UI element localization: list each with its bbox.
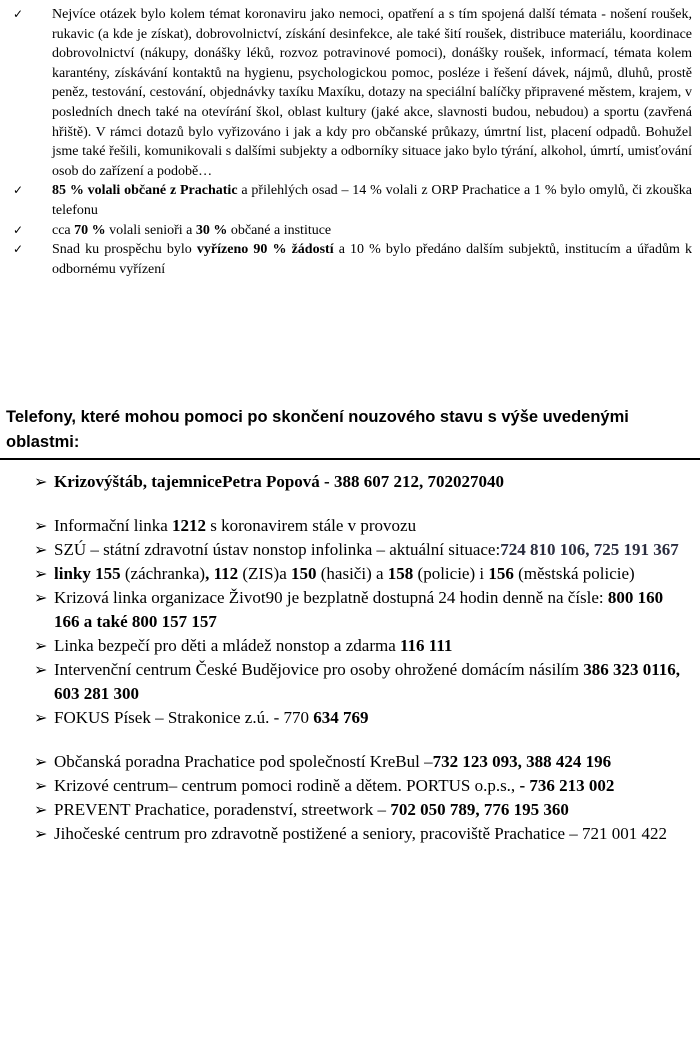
contact-text xyxy=(54,470,684,494)
contact-item xyxy=(34,514,684,538)
contact-item xyxy=(34,798,684,822)
text-run: Jihočeské centrum pro zdravotně postižené a seniory, pracoviště Prachatice – 721 001 422 xyxy=(54,824,668,843)
text-run: (záchranka) xyxy=(120,564,206,583)
bold-text: 724 810 106, 725 191 367 xyxy=(500,540,679,559)
arrowhead-bullet-icon: ➢ xyxy=(34,564,48,583)
contact-text xyxy=(54,586,684,634)
arrowhead-bullet-icon: ➢ xyxy=(34,800,48,819)
text-run: s koronavirem stále v provozu xyxy=(206,516,417,535)
arrowhead-bullet-icon: ➢ xyxy=(34,472,48,491)
text-run: Linka bezpečí pro děti a mládež nonstop a zdarma xyxy=(54,636,400,655)
checklist-text xyxy=(52,181,692,220)
checkmark-icon: ✓ xyxy=(12,222,24,237)
text-run: Informační linka xyxy=(54,516,173,535)
text-run: (hasiči) a xyxy=(316,564,388,583)
contact-item xyxy=(34,562,684,586)
contact-item xyxy=(34,658,684,706)
arrowhead-bullet-icon: ➢ xyxy=(34,660,48,679)
text-run: občané a instituce xyxy=(227,222,332,238)
contact-text xyxy=(54,634,684,658)
text-run: SZÚ – státní zdravotní ústav nonstop infolinka – aktuální situace: xyxy=(54,540,501,559)
contact-item xyxy=(34,634,684,658)
text-run: (policie) i xyxy=(413,564,489,583)
checklist-item xyxy=(8,181,692,220)
summary-checklist xyxy=(8,5,692,279)
checklist-item xyxy=(8,221,692,241)
text-run: volali senioři a xyxy=(105,222,196,238)
arrowhead-bullet-icon: ➢ xyxy=(34,540,48,559)
bold-text: 1212 xyxy=(172,516,207,535)
contact-text xyxy=(54,822,684,846)
text-run: Krizová linka organizace Život90 je bezplatně dostupná 24 hodin denně na čísle: xyxy=(54,588,608,607)
text-run: (ZIS)a xyxy=(238,564,292,583)
contact-item xyxy=(34,538,684,562)
bold-text: linky 155 xyxy=(54,564,121,583)
contact-item xyxy=(34,586,684,634)
bold-text: vyřízeno 90 % žádostí xyxy=(196,242,334,258)
bold-text: 702 050 789, 776 195 360 xyxy=(390,800,569,819)
checkmark-icon: ✓ xyxy=(12,7,24,21)
bold-text: 386 323 0116, 603 281 300 xyxy=(54,660,681,703)
arrowhead-bullet-icon: ➢ xyxy=(34,824,48,843)
bold-text: 634 769 xyxy=(313,708,369,727)
arrowhead-bullet-icon: ➢ xyxy=(34,588,48,607)
bold-text: , 112 xyxy=(205,564,239,583)
text-run: a 10 % bylo předáno dalším subjektů, institucím a úřadům k odbornému vyřízení xyxy=(52,242,692,277)
text-run: Krizové centrum– centrum pomoci rodině a dětem. PORTUS o.p.s., xyxy=(54,776,520,795)
contact-item xyxy=(34,822,684,846)
text-run: (městská policie) xyxy=(513,564,635,583)
bold-text: 800 160 166 a také 800 157 157 xyxy=(54,588,664,631)
arrowhead-bullet-icon: ➢ xyxy=(34,752,48,771)
contact-list xyxy=(34,470,684,846)
bold-text: - 736 213 002 xyxy=(519,776,615,795)
contact-text xyxy=(54,658,684,706)
contact-item xyxy=(34,750,684,774)
text-run: FOKUS Písek – Strakonice z.ú. - 770 xyxy=(54,708,314,727)
arrowhead-bullet-icon: ➢ xyxy=(34,776,48,795)
bold-text: 156 xyxy=(488,564,514,583)
text-run: Nejvíce otázek bylo kolem témat koronaviru jako nemoci, opatření a s tím spojená další témata - nošení roušek, rukavic (a kde je získat), dobrovolnictví, získání desinfekce, ale také šití roušek, distribuce materiálu, koordinace dobrovolnictví (nákupy, donášky léků, rozvoz potravinové pomoci), donášky roušek, informací, témata kolem karantény, získávání kontaktů na hygienu, psychologickou pomoc, posléze i řešení dávek, nájmů, dluhů, prostě peněz, testování, cestování, objednávky taxíku Maxíku, dotazy na speciální balíčky připravené městem, krajem, v posledních dnech také na otevírání škol, oblast kultury (jaké akce, slavnosti budou, nebudou) a sportu (zavřená hřiště). V rámci dotazů bylo vyřizováno i jak a kdy pro občanské průkazy, úmrtní list, placení odpadů. Bohužel jsme také řešili, komunikovali s dalšími subjekty a odborníky situace jako bylo týrání, alkohol, úmrtí, umisťování osob do zařízení a podobě… xyxy=(52,7,692,179)
contact-text xyxy=(54,750,684,774)
text-run: Občanská poradna Prachatice pod společností KreBul – xyxy=(54,752,433,771)
checklist-item xyxy=(8,240,692,279)
contact-item xyxy=(34,774,684,798)
checkmark-icon: ✓ xyxy=(12,242,24,257)
bold-text: 732 123 093, 388 424 196 xyxy=(432,752,612,771)
heading-underline xyxy=(0,458,700,460)
bold-text: 30 % xyxy=(195,222,228,238)
text-run: cca xyxy=(52,222,75,238)
contact-text xyxy=(54,798,684,822)
bold-text: Krizovýštáb, tajemnicePetra Popová - 388 607 212, 702027040 xyxy=(54,472,504,491)
arrowhead-bullet-icon: ➢ xyxy=(34,636,48,655)
text-run: PREVENT Prachatice, poradenství, streetwork – xyxy=(54,800,391,819)
contact-item xyxy=(34,470,684,494)
bold-text: 150 xyxy=(291,564,317,583)
arrowhead-bullet-icon: ➢ xyxy=(34,516,48,535)
bold-text: 158 xyxy=(387,564,414,583)
contact-text xyxy=(54,514,684,538)
bold-text: 85 % volali občané z Prachatic xyxy=(52,183,238,199)
bold-text: 116 111 xyxy=(400,636,453,655)
contact-item xyxy=(34,706,684,730)
checklist-text xyxy=(52,221,692,241)
checkmark-icon: ✓ xyxy=(12,183,24,198)
bold-text: 70 % xyxy=(74,222,106,238)
contact-text xyxy=(54,774,684,798)
contact-text xyxy=(54,706,684,730)
checklist-item xyxy=(8,5,692,181)
text-run: Intervenční centrum České Budějovice pro osoby ohrožené domácím násilím xyxy=(54,660,584,679)
arrowhead-bullet-icon: ➢ xyxy=(34,708,48,727)
checklist-text xyxy=(52,240,692,279)
text-run: a přilehlých osad – 14 % volali z ORP Prachatice a 1 % bylo omylů, či zkouška telefonu xyxy=(52,183,692,218)
contact-text xyxy=(54,562,684,586)
contact-text xyxy=(54,538,684,562)
text-run: Snad ku prospěchu bylo xyxy=(52,242,197,258)
phones-heading: Telefony, které mohou pomoci po skončení nouzového stavu s výše uvedenými oblastmi: xyxy=(6,408,629,451)
checklist-text xyxy=(52,5,692,181)
